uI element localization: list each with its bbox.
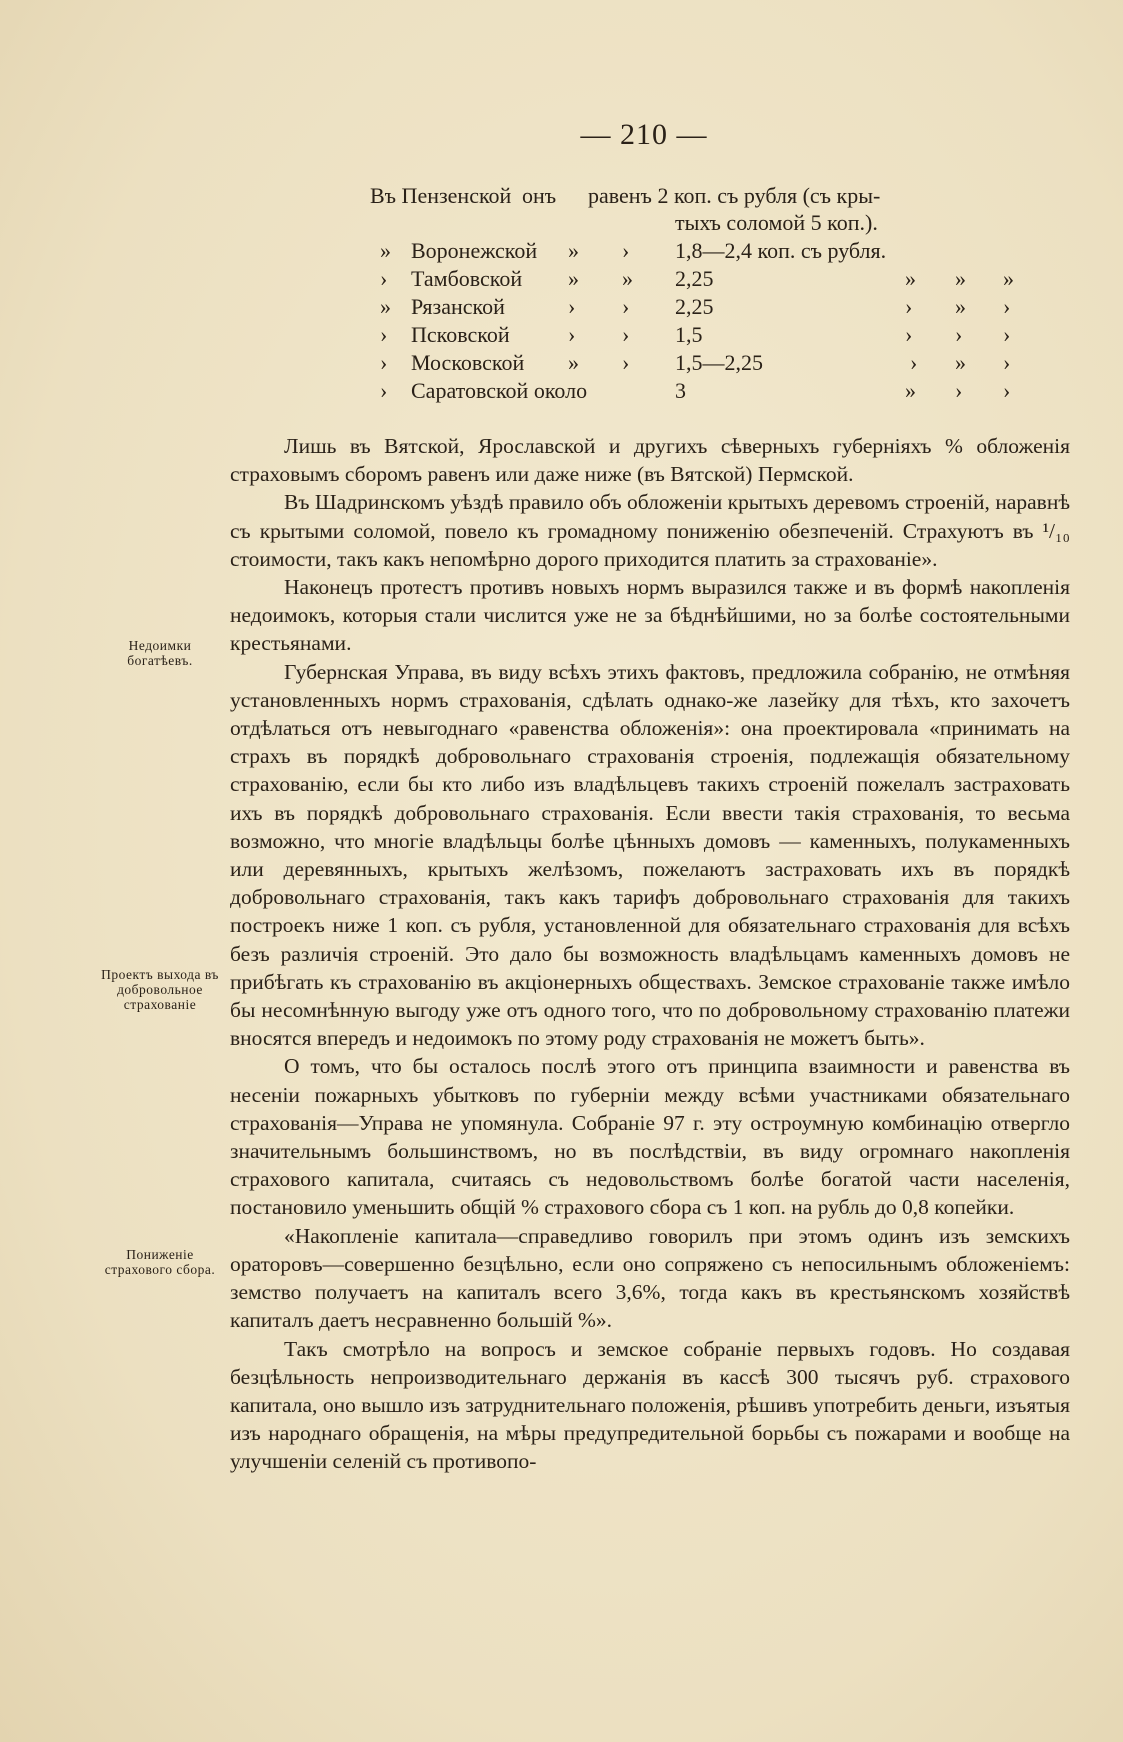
ditto-mark: › <box>380 350 388 375</box>
ditto-mark: » <box>955 266 966 291</box>
ditto-mark: › <box>380 266 388 291</box>
region-name: Воронежской <box>411 238 538 263</box>
rate-value: 1,5—2,25 <box>675 350 763 375</box>
ditto-mark: › <box>955 322 963 347</box>
rate-text: 1,8—2,4 коп. съ рубля. <box>675 238 887 263</box>
region-name: Псковской <box>411 322 510 347</box>
ditto-mark: › <box>380 378 388 403</box>
margin-note-arrears: Недоимки богатѣевъ. <box>127 638 193 668</box>
region-name: Въ Пензенской <box>370 183 512 208</box>
ditto-mark: › <box>568 294 576 319</box>
ditto-mark: » <box>568 238 579 263</box>
ditto-mark: › <box>568 322 576 347</box>
region-name: Рязанской <box>411 294 505 319</box>
ditto-mark: › <box>910 350 918 375</box>
paragraph: Такъ смотрѣло на вопросъ и земское собраніе первыхъ годовъ. Но создавая безцѣльность непроизводительнаго держанія въ кассѣ 300 тысячъ руб. страхового капитала, оно вышло изъ затруднительнаго положенія, рѣшивъ употребить деньги, изъятыя изъ народнаго обращенія, на мѣры предупредительной борьбы съ пожарами и вообще на улучшеніи селеній съ противопо- <box>230 1336 1070 1474</box>
ditto-mark: › <box>622 322 630 347</box>
ditto-mark: › <box>1003 322 1011 347</box>
ditto-mark: » <box>380 238 391 263</box>
page-number: — 210 — <box>580 118 708 151</box>
margin-note-fee-reduction: Пониженіе страхового сбора. <box>104 1247 216 1277</box>
rate-value: 2,25 <box>675 266 714 291</box>
paragraph: Въ Шадринскомъ уѣздѣ правило объ обложеніи крытыхъ деревомъ строеній, наравнѣ съ крытыми соломой, повело къ громадному пониженію обезпеченій. Страхуютъ въ ¹/₁₀ стоимости, такъ какъ непомѣрно дорого приходится платить за страхованіе». <box>230 490 1070 571</box>
ditto-mark: » <box>622 266 633 291</box>
rate-value: 1,5 <box>675 322 703 347</box>
ditto-mark: › <box>1003 294 1011 319</box>
paragraph: О томъ, что бы осталось послѣ этого отъ принципа взаимности и равенства въ несеніи пожарныхъ убытковъ по губерніи между всѣми участниками обязательнаго страхованія—Управа не упомянула. Собраніе 97 г. эту остроумную комбинацію отвергло значительнымъ большинствомъ, но въ послѣдствіи, въ виду огромнаго накопленія страхового капитала, считаясь съ недовольствомъ болѣе богатой части населенія, постановило уменьшить общій % страхового сбора съ 1 коп. на рубль до 0,8 копейки. <box>230 1054 1070 1220</box>
region-name: Саратовской около <box>411 378 588 403</box>
ditto-mark: » <box>568 266 579 291</box>
region-name: Московской <box>411 350 525 375</box>
ditto-mark: › <box>1003 378 1011 403</box>
body-text <box>230 432 1070 1476</box>
ditto-mark: › <box>380 322 388 347</box>
rate-value: 3 <box>675 378 686 403</box>
ditto-mark: › <box>905 294 913 319</box>
ditto-mark: » <box>568 350 579 375</box>
ditto-mark: » <box>905 378 916 403</box>
ditto-mark: › <box>622 238 630 263</box>
margin-note-voluntary-insurance: Проектъ выхода въ добровольное страхованіе <box>101 967 219 1012</box>
ditto-mark: › <box>622 350 630 375</box>
ditto-mark: › <box>905 322 913 347</box>
paragraph: Лишь въ Вятской, Ярославской и другихъ сѣверныхъ губерніяхъ % обложенія страховымъ сборомъ равенъ или даже ниже (въ Вятской) Пермской. <box>230 434 1070 487</box>
ditto-mark: » <box>905 266 916 291</box>
rate-text: равенъ 2 коп. съ рубля (съ кры- <box>588 183 881 208</box>
paragraph: Наконецъ протестъ противъ новыхъ нормъ выразился также и въ формѣ накопленія недоимокъ, которыя стали числится уже не за бѣднѣйшими, но за болѣе состоятельными крестьянами. <box>230 575 1070 656</box>
rate-value: 2,25 <box>675 294 714 319</box>
rate-text: тыхъ соломой 5 коп.). <box>675 210 878 235</box>
ditto-mark: › <box>622 294 630 319</box>
ditto-mark: » <box>380 294 391 319</box>
region-name: Тамбовской <box>411 266 523 291</box>
paragraph: Губернская Управа, въ виду всѣхъ этихъ фактовъ, предложила собранію, не отмѣняя установленныхъ нормъ страхованія, сдѣлать однако-же лазейку для тѣхъ, кто захочетъ отдѣлаться отъ невыгоднаго «равенства обложенія»: она проектировала «принимать на страхъ въ порядкѣ добровольнаго страхованія строенія, подлежащія обязательному страхованію, если бы кто либо изъ владѣльцевъ такихъ строеній пожелалъ застраховать ихъ въ порядкѣ добровольнаго страхованія. Если ввести такія страхованія, то весьма возможно, что многіе владѣльцы болѣе цѣнныхъ домовъ — каменныхъ, полукаменныхъ или деревянныхъ, крытыхъ желѣзомъ, пожелаютъ застраховать ихъ въ порядкѣ добровольнаго страхованія, такъ какъ тарифъ добровольнаго страхованія для такихъ построекъ ниже 1 коп. съ рубля, установленной для обязательнаго страхованія для всѣхъ безъ различія строеній. Это дало бы возможность владѣльцамъ каменныхъ домовъ не прибѣгать къ страхованію въ акціонерныхъ обществахъ. Земское страхованіе также имѣло бы несомнѣнную выгоду уже отъ одного того, что по добровольному страхованію платежи вносятся впередъ и недоимокъ по этому роду страхованія не можетъ быть». <box>230 659 1070 1051</box>
ditto-mark: » <box>955 350 966 375</box>
ditto-mark: › <box>1003 350 1011 375</box>
ditto-mark: » <box>955 294 966 319</box>
ditto-mark: » <box>1003 266 1014 291</box>
paragraph: «Накопленіе капитала—справедливо говорилъ при этомъ одинъ изъ земскихъ ораторовъ—совершенно безцѣльно, если оно сопряжено съ непосильнымъ обложеніемъ: земство получаетъ на капиталъ всего 3,6%, тогда какъ въ крестьянскомъ хозяйствѣ капиталъ даетъ несравненно большій %». <box>230 1223 1070 1333</box>
pronoun: онъ <box>522 183 557 208</box>
ditto-mark: › <box>955 378 963 403</box>
